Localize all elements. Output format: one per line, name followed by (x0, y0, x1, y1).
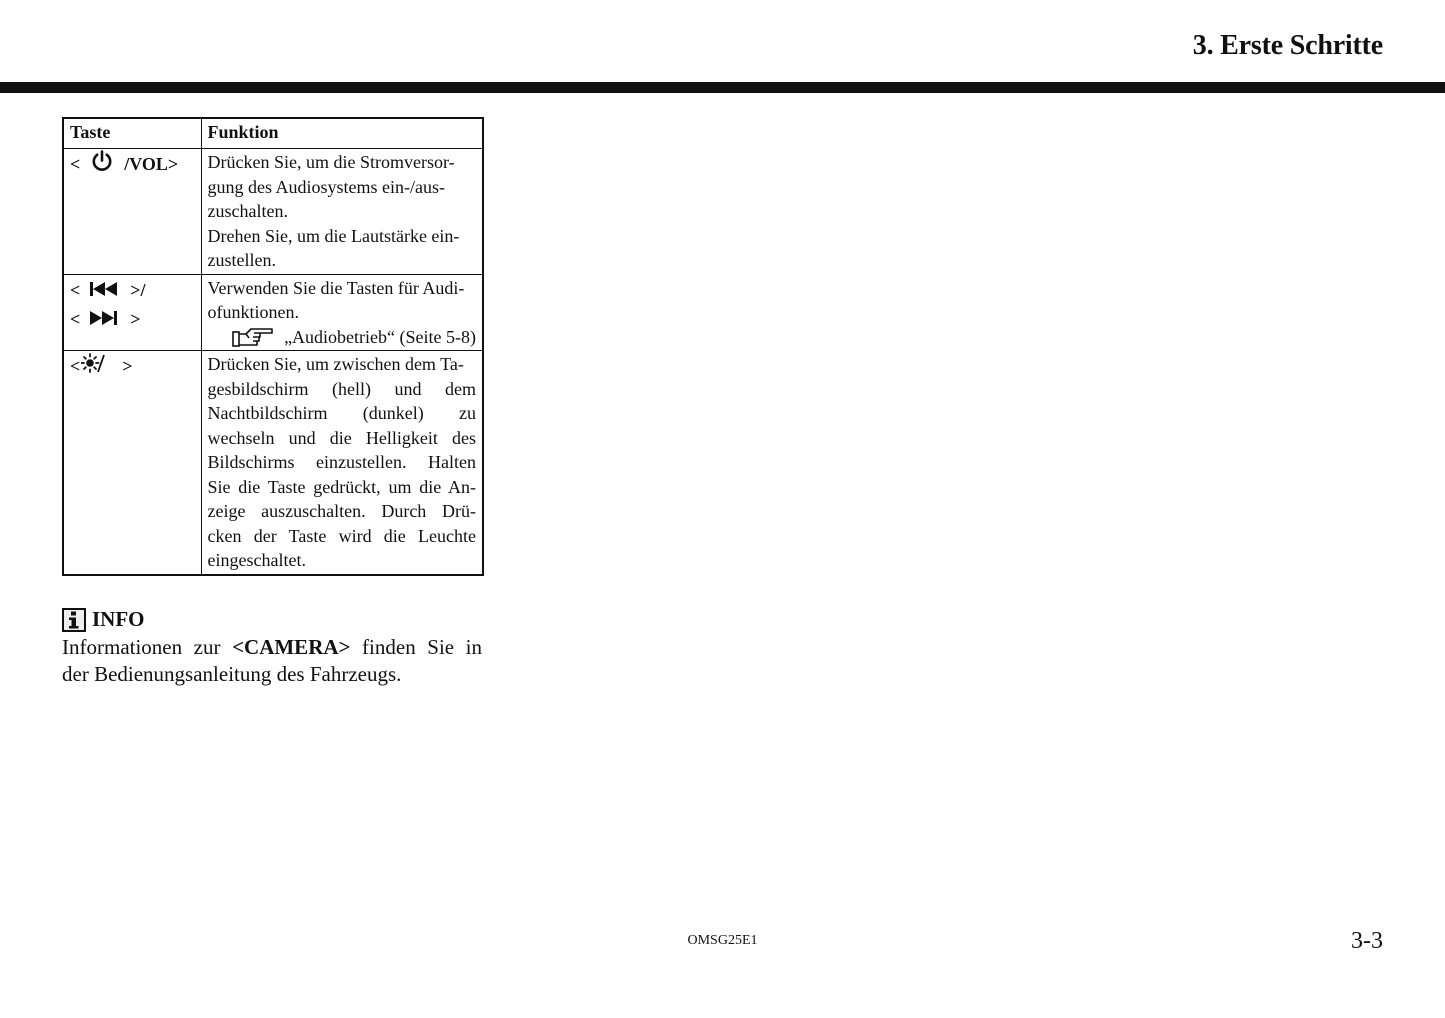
pointing-hand-icon (232, 326, 276, 348)
function-line: Drücken Sie, um zwischen dem Ta- (207, 354, 464, 374)
function-line: ofunktionen. (207, 302, 299, 322)
key-prefix: < (70, 279, 81, 300)
chapter-title: 3. Erste Schritte (1192, 30, 1383, 61)
function-line: Drehen Sie, um die Lautstärke ein- (207, 225, 460, 246)
function-line: wechseln und die Helligkeit des (207, 427, 476, 448)
info-heading (62, 607, 482, 632)
page-number: 3-3 (1351, 928, 1383, 954)
key-prefix: < (70, 308, 81, 329)
function-cell (201, 351, 483, 575)
function-line: zeige auszuschalten. Durch Drü- (207, 501, 476, 521)
header-rule (0, 82, 1445, 93)
info-text-start: Informationen zur (62, 635, 233, 659)
key-suffix: >/ (130, 279, 146, 300)
day-night-icon (81, 352, 121, 381)
document-code: OMSG25E1 (687, 933, 758, 948)
function-line: Nachtbildschirm (dunkel) zu (207, 403, 476, 423)
reference-link[interactable]: „Audiobetrieb“ (Seite 5-8) (284, 326, 476, 347)
cross-reference (208, 325, 477, 350)
info-box (62, 607, 482, 688)
table-row (63, 351, 483, 575)
column-header-key: Taste (63, 118, 201, 149)
info-text-end: finden Sie in der Bedienungsanleitung des Fahrzeugs. (62, 635, 482, 686)
camera-button-label: <CAMERA> (232, 635, 351, 659)
function-line: cken der Taste wird die Leuchte (207, 525, 476, 546)
key-cell-power-vol (63, 149, 201, 275)
function-line: zustellen. (207, 250, 276, 270)
function-line: zuschalten. (207, 201, 288, 221)
function-line: eingeschaltet. (207, 550, 306, 570)
function-line: Verwenden Sie die Tasten für Audi- (207, 277, 465, 298)
skip-forward-icon (90, 307, 120, 332)
key-suffix: > (122, 356, 133, 377)
info-heading-text: INFO (92, 607, 145, 631)
function-line: Drücken Sie, um die Stromversor- (207, 152, 455, 172)
info-icon (62, 608, 86, 632)
table-row (63, 274, 483, 351)
key-suffix: /VOL> (124, 154, 179, 175)
skip-back-icon (90, 278, 120, 303)
key-prefix: < (70, 356, 81, 377)
column-header-function: Funktion (201, 118, 483, 149)
key-prefix: < (70, 154, 81, 175)
table-row (63, 149, 483, 275)
key-suffix: > (130, 308, 141, 329)
key-cell-day-night (63, 351, 201, 575)
function-cell (201, 274, 483, 351)
function-line: gesbildschirm (hell) und dem (207, 378, 476, 399)
function-line: Bildschirms einzustellen. Halten (207, 452, 476, 472)
power-icon (90, 149, 114, 180)
function-line: Sie die Taste gedrückt, um die An- (207, 476, 476, 497)
key-function-table (62, 117, 484, 576)
function-cell (201, 149, 483, 275)
key-cell-track (63, 274, 201, 351)
function-line: gung des Audiosystems ein-/aus- (207, 176, 445, 197)
info-text (62, 634, 482, 688)
